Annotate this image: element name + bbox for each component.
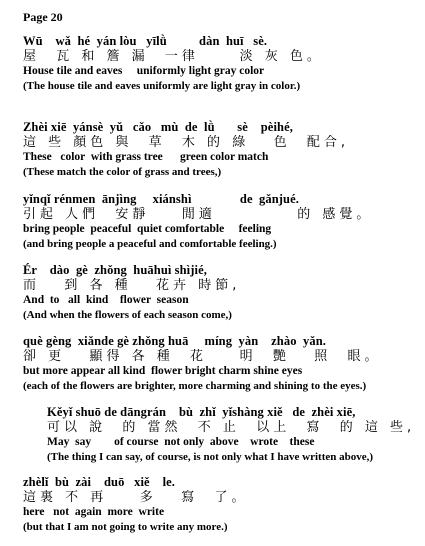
pinyin-line: Wū wǎ hé yán lòu yīlǜ dàn huī sè. [23,34,268,48]
hanzi-line: 這 些 顏色 與 草 木 的 綠 色 配合, [23,135,349,150]
translation-line: (but that I am not going to write any more.) [23,521,228,533]
text-block-7 [23,475,418,535]
page-title: Page 20 [23,10,63,24]
english-gloss-line: These color with grass tree green color match [23,151,269,163]
hanzi-line: 屋 瓦 和 簷 漏 一律 淡 灰 色。 [23,49,324,64]
translation-line: (The house tile and eaves uniformly are light gray in color.) [23,80,301,92]
text-block-5 [23,334,418,394]
translation-line: (The thing I can say, of course, is not only what I have written above,) [47,451,374,463]
hanzi-line: 卻 更 顯得 各 種 花 明 艷 照 眼。 [23,349,382,364]
english-gloss-line: May say of course not only above wrote these [47,436,315,448]
pinyin-line: què gèng xiǎnde gè zhǒng huā míng yàn zhào yǎn. [23,334,326,348]
english-gloss-line: here not again more write [23,506,165,518]
text-block-4 [23,263,418,323]
pinyin-line: yǐnqǐ rénmen ānjìng xiánshì de gǎnjué. [23,192,299,206]
hanzi-line: 可以 說 的 當然 不 止 以上 寫 的 這 些, [47,420,416,435]
text-block-2 [23,120,418,180]
text-block-3 [23,192,418,252]
pinyin-line: Kěyǐ shuō de dāngrán bù zhǐ yǐshàng xiě de zhèi xiē, [47,405,356,419]
text-block-1 [23,34,418,94]
translation-line: (and bring people a peaceful and comfortable feeling.) [23,238,277,250]
pinyin-line: Ér dào gè zhǒng huāhuì shìjié, [23,263,207,277]
text-block-6 [47,405,419,465]
translation-line: (And when the flowers of each season come,) [23,309,232,321]
hanzi-line: 這裏 不 再 多 寫 了。 [23,490,249,505]
hanzi-line: 引起 人們 安靜 閒適 的 感覺。 [23,207,374,222]
english-gloss-line: but more appear all kind flower bright charm shine eyes [23,365,303,377]
english-gloss-line: bring people peaceful quiet comfortable feeling [23,223,272,235]
hanzi-line: 而 到 各 種 花卉 時節, [23,278,241,293]
translation-line: (each of the flowers are brighter, more charming and shining to the eyes.) [23,380,367,392]
pinyin-line: Zhèi xiē yánsè yǔ cǎo mù de lǜ sè pèihé, [23,120,293,134]
pinyin-line: zhèlǐ bù zài duō xiě le. [23,475,176,489]
english-gloss-line: House tile and eaves uniformly light gray color [23,65,265,77]
english-gloss-line: And to all kind flower season [23,294,189,306]
translation-line: (These match the color of grass and trees,) [23,166,222,178]
